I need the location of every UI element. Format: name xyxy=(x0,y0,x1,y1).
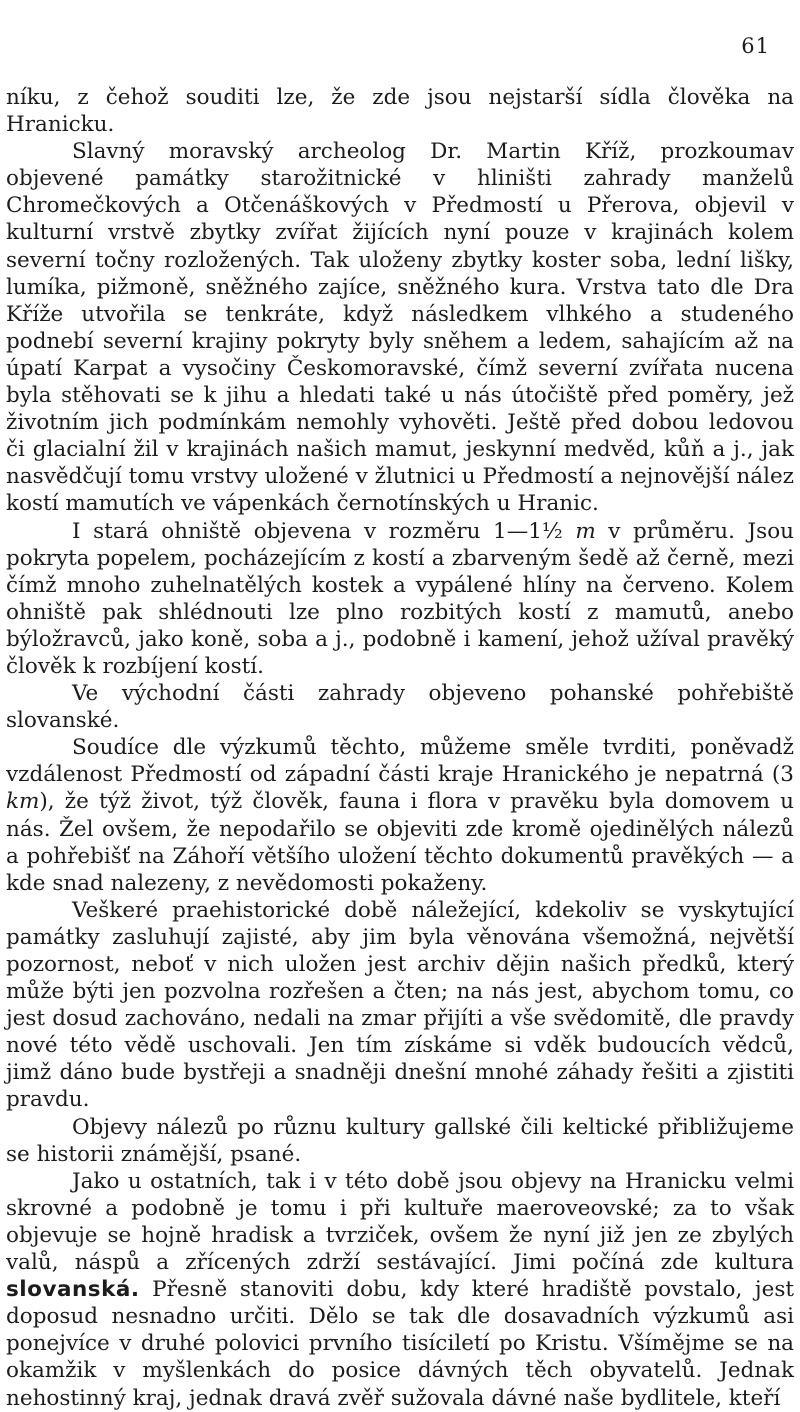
hearths-text-end: v průměru. Jsou pokryta popelem, pocházejícím z kostí a zbarveným šedě až černě, mezi čímž mnoho zuhelnatělých kostek a vypálené hlíny na červeno. Kolem ohniště pak shlédnouti lze plno rozbitých kostí z mamutů, anebo býložravců, jako koně, soba a j., podobně i kamení, jehož užíval pravěký člověk k rozbíjení kostí. xyxy=(6,518,794,679)
paragraph-prehistoric-monuments: Veškeré praehistorické době náležející, kdekoliv se vyskytující památky zasluhují zajisté, aby jim byla věnována všemožná, největší pozornost, neboť v nich uložen jest archiv dějin našich předků, který může býti jen pozvolna rozřešen a čten; na nás jest, abychom tomu, co jest dosud zachováno, nedali na zmar přijíti a vše svědomitě, dle pravdy nové této vědě uschovali. Jen tím získáme si vděk budoucích vědců, jimž dáno bude bystřeji a snadněji dnešní mnohé záhady řešiti a zjistiti pravdu. xyxy=(6,897,794,1113)
research-unit: km xyxy=(6,789,40,815)
paragraph-gallic-culture: Objevy nálezů po různu kultury gallské čili keltické přibližujeme se historii známější, psané. xyxy=(6,1114,794,1167)
paragraph-continuation: níku, z čehož souditi lze, že zde jsou nejstarší sídla člověka na Hranicku. xyxy=(6,85,794,138)
hearths-unit: m xyxy=(575,518,596,544)
research-text-start: Soudíce dle výzkumů těchto, můžeme směle tvrditi, poněvadž vzdálenost Předmostí od západní části kraje Hranického je nepatrná (3 xyxy=(6,735,794,788)
page-body xyxy=(6,84,794,1412)
page-number: 61 xyxy=(741,34,770,58)
research-text-end: ), že týž život, týž člověk, fauna i flora v pravěku byla domovem u nás. Žel ovšem, že nepodařilo se objeviti zde kromě ojedinělých nálezů a pohřebišť na Záhoří většího uložení těchto dokumentů pravěkých — a kde snad nalezeny, z nevědomosti pokaženy. xyxy=(6,789,794,896)
paragraph-hearths xyxy=(6,518,794,681)
paragraph-research xyxy=(6,734,794,897)
hearths-text-start: I stará ohniště objevena v rozměru 1—1½ xyxy=(72,518,576,544)
hillforts-text-end: Přesně stanoviti dobu, kdy které hradiště povstalo, jest doposud nesnadno určiti. Dělo se tak dle dosavadních výzkumů asi ponejvíce v druhé polovici prvního tisíciletí po Kristu. Všímějme se na okamžik v myšlenkách do posice dávných těch obyvatelů. Jednak nehostinný kraj, jednak dravá zvěř sužovala dávné naše bydlitele, kteří xyxy=(6,1277,794,1411)
paragraph-burial-ground: Ve východní části zahrady objeveno pohanské pohřebiště slovanské. xyxy=(6,681,794,734)
paragraph-hillforts xyxy=(6,1168,794,1412)
paragraph-kriz-findings: Slavný moravský archeolog Dr. Martin Kříž, prozkoumav objevené památky starožitnické v hliništi zahrady manželů Chromečkových a Otčenáškových v Předmostí u Přerova, objevil v kulturní vrstvě zbytky zvířat žijících nyní pouze v krajinách kolem severní točny rozložených. Tak uloženy zbytky koster soba, lední lišky, lumíka, pižmoně, sněžného zajíce, sněžného kura. Vrstva tato dle Dra Kříže utvořila se tenkráte, když následkem vlhkého a studeného podnebí severní krajiny pokryty byly sněhem a ledem, sahajícím až na úpatí Karpat a vysočiny Českomoravské, čímž severní zvířata nucena byla stěhovati se k jihu a hledati také u nás útočiště před poměry, jež životním jich podmínkám nemohly vyhověti. Ještě před dobou ledovou či glacialní žil v krajinách našich mamut, jeskynní medvěd, kůň a j., jak nasvědčují tomu vrstvy uložené v žlutnici u Předmostí a nejnovější nález kostí mamutích ve vápenkách černotínských u Hranic. xyxy=(6,139,794,517)
hillforts-text-start: Jako u ostatních, tak i v této době jsou objevy na Hranicku velmi skrovné a podobně je tomu i při kultuře maeroveovské; za to však objevuje se hojně hradisk a tvrziček, ovšem že nyní již jen ze zbylých valů, náspů a zřícených zdrží sestávající. Jimi počíná zde kultura xyxy=(6,1168,794,1276)
slavic-emphasis: slovanská. xyxy=(6,1277,140,1303)
